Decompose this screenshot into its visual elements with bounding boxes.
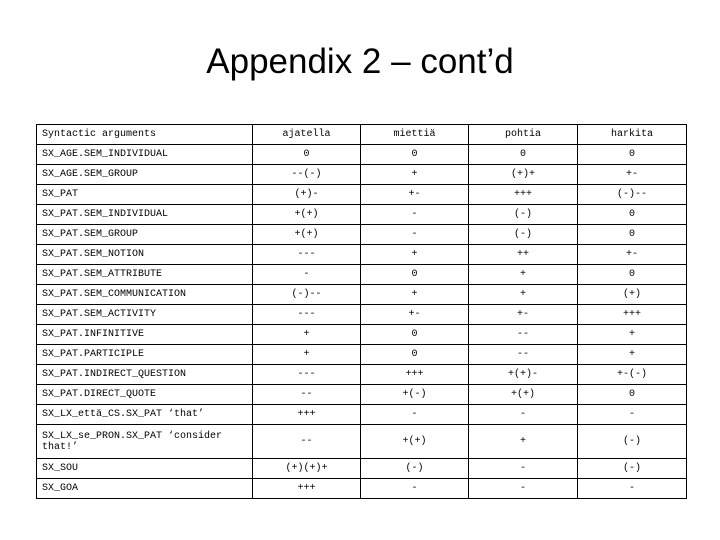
cell-harkita: 0 [578, 145, 687, 165]
column-header-miettia: miettiä [361, 125, 469, 145]
row-argument: SX_PAT.DIRECT_QUOTE [37, 385, 253, 405]
cell-miettia: +- [361, 185, 469, 205]
cell-pohtia: + [469, 425, 578, 459]
row-argument: SX_PAT [37, 185, 253, 205]
cell-pohtia: - [469, 405, 578, 425]
cell-miettia: 0 [361, 325, 469, 345]
table-row [37, 479, 687, 499]
column-header-syntactic-arguments: Syntactic arguments [37, 125, 253, 145]
row-argument: SX_PAT.SEM_NOTION [37, 245, 253, 265]
cell-pohtia: (-) [469, 225, 578, 245]
cell-harkita: +-(-) [578, 365, 687, 385]
row-argument: SX_LX_että_CS.SX_PAT ‘that’ [37, 405, 253, 425]
cell-miettia: - [361, 225, 469, 245]
cell-ajatella: --- [253, 365, 361, 385]
cell-ajatella: + [253, 325, 361, 345]
cell-miettia: + [361, 165, 469, 185]
cell-harkita: +++ [578, 305, 687, 325]
table-row [37, 425, 687, 459]
cell-ajatella: --- [253, 245, 361, 265]
row-argument: SX_LX_se_PRON.SX_PAT ‘consider that!’ [37, 425, 253, 459]
cell-harkita: (-)-- [578, 185, 687, 205]
cell-harkita: 0 [578, 385, 687, 405]
cell-pohtia: - [469, 459, 578, 479]
table-row [37, 285, 687, 305]
row-argument: SX_PAT.INDIRECT_QUESTION [37, 365, 253, 385]
table-row [37, 205, 687, 225]
syntactic-arguments-table [36, 124, 687, 499]
cell-pohtia: - [469, 479, 578, 499]
row-argument: SX_PAT.SEM_ATTRIBUTE [37, 265, 253, 285]
column-header-ajatella: ajatella [253, 125, 361, 145]
cell-ajatella: - [253, 265, 361, 285]
table-row [37, 145, 687, 165]
cell-miettia: +++ [361, 365, 469, 385]
cell-pohtia: -- [469, 325, 578, 345]
cell-miettia: 0 [361, 345, 469, 365]
cell-ajatella: (+)- [253, 185, 361, 205]
table-row [37, 405, 687, 425]
row-argument: SX_PAT.SEM_INDIVIDUAL [37, 205, 253, 225]
table-row [37, 185, 687, 205]
cell-harkita: (+) [578, 285, 687, 305]
cell-miettia: +- [361, 305, 469, 325]
cell-harkita: (-) [578, 459, 687, 479]
row-argument: SX_PAT.SEM_GROUP [37, 225, 253, 245]
row-argument: SX_PAT.PARTICIPLE [37, 345, 253, 365]
row-argument: SX_PAT.SEM_ACTIVITY [37, 305, 253, 325]
table-row [37, 305, 687, 325]
cell-ajatella: --- [253, 305, 361, 325]
cell-harkita: + [578, 325, 687, 345]
table-row [37, 245, 687, 265]
cell-miettia: (-) [361, 459, 469, 479]
row-argument: SX_PAT.SEM_COMMUNICATION [37, 285, 253, 305]
cell-pohtia: +(+) [469, 385, 578, 405]
column-header-harkita: harkita [578, 125, 687, 145]
cell-ajatella: -- [253, 385, 361, 405]
cell-pohtia: +++ [469, 185, 578, 205]
row-argument: SX_SOU [37, 459, 253, 479]
cell-pohtia: -- [469, 345, 578, 365]
cell-harkita: 0 [578, 205, 687, 225]
cell-miettia: - [361, 205, 469, 225]
cell-harkita: 0 [578, 265, 687, 285]
cell-ajatella: + [253, 345, 361, 365]
cell-ajatella: (-)-- [253, 285, 361, 305]
cell-miettia: - [361, 479, 469, 499]
cell-miettia: 0 [361, 145, 469, 165]
cell-harkita: (-) [578, 425, 687, 459]
cell-pohtia: ++ [469, 245, 578, 265]
cell-harkita: +- [578, 245, 687, 265]
cell-ajatella: +++ [253, 405, 361, 425]
row-argument: SX_AGE.SEM_INDIVIDUAL [37, 145, 253, 165]
cell-miettia: - [361, 405, 469, 425]
table-row [37, 325, 687, 345]
cell-miettia: 0 [361, 265, 469, 285]
table-row [37, 459, 687, 479]
cell-ajatella: 0 [253, 145, 361, 165]
table-header-row [37, 125, 687, 145]
table-row [37, 345, 687, 365]
row-argument: SX_GOA [37, 479, 253, 499]
row-argument: SX_AGE.SEM_GROUP [37, 165, 253, 185]
cell-harkita: - [578, 405, 687, 425]
table-row [37, 165, 687, 185]
cell-pohtia: + [469, 265, 578, 285]
cell-ajatella: +(+) [253, 205, 361, 225]
cell-pohtia: +- [469, 305, 578, 325]
cell-pohtia: (-) [469, 205, 578, 225]
cell-pohtia: (+)+ [469, 165, 578, 185]
cell-ajatella: +(+) [253, 225, 361, 245]
cell-pohtia: +(+)- [469, 365, 578, 385]
cell-ajatella: +++ [253, 479, 361, 499]
row-argument: SX_PAT.INFINITIVE [37, 325, 253, 345]
column-header-pohtia: pohtia [469, 125, 578, 145]
cell-harkita: + [578, 345, 687, 365]
cell-harkita: 0 [578, 225, 687, 245]
cell-harkita: +- [578, 165, 687, 185]
cell-ajatella: --(-) [253, 165, 361, 185]
cell-miettia: +(-) [361, 385, 469, 405]
table-row [37, 225, 687, 245]
cell-miettia: + [361, 245, 469, 265]
slide-title: Appendix 2 – cont’d [206, 42, 514, 81]
table-row [37, 365, 687, 385]
cell-pohtia: + [469, 285, 578, 305]
cell-harkita: - [578, 479, 687, 499]
table-row [37, 265, 687, 285]
cell-ajatella: -- [253, 425, 361, 459]
cell-miettia: +(+) [361, 425, 469, 459]
cell-ajatella: (+)(+)+ [253, 459, 361, 479]
cell-pohtia: 0 [469, 145, 578, 165]
table-row [37, 385, 687, 405]
cell-miettia: + [361, 285, 469, 305]
